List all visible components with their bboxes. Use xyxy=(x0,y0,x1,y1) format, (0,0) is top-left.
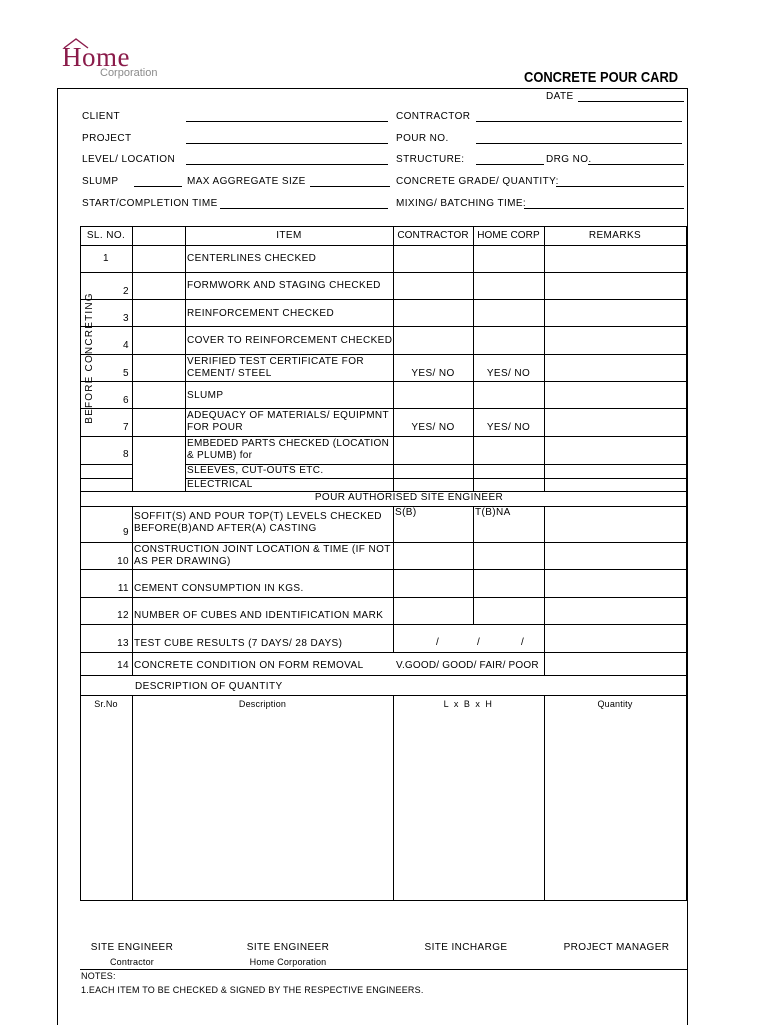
row-no: 4 xyxy=(123,340,129,351)
col-remarks: REMARKS xyxy=(588,230,642,241)
qty-col-quantity: Quantity xyxy=(597,699,633,709)
row-no: 6 xyxy=(123,395,129,406)
mixing-label: MIXING/ BATCHING TIME: xyxy=(396,198,527,209)
drg-no-label: DRG NO. xyxy=(546,154,592,165)
row-item: EMBEDED PARTS CHECKED (LOCATION & PLUMB) for xyxy=(187,438,390,461)
max-agg-label: MAX AGGREGATE SIZE xyxy=(187,176,306,187)
date-label: DATE xyxy=(546,91,574,102)
grade-qty-field[interactable] xyxy=(556,186,684,187)
notes-label: NOTES: xyxy=(81,971,116,981)
slump-field[interactable] xyxy=(134,186,182,187)
sub-item-electrical: ELECTRICAL xyxy=(187,479,253,490)
row-home[interactable]: YES/ NO xyxy=(486,368,531,379)
logo-name: Home xyxy=(62,42,130,72)
row-no: 11 xyxy=(117,583,129,594)
slump-label: SLUMP xyxy=(82,176,119,187)
start-completion-label: START/COMPLETION TIME xyxy=(82,198,218,209)
row-item: TEST CUBE RESULTS (7 DAYS/ 28 DAYS) xyxy=(134,638,343,649)
row-no: 7 xyxy=(123,422,129,433)
row-item: SOFFIT(S) AND POUR TOP(T) LEVELS CHECKED BEFORE(B)AND AFTER(A) CASTING xyxy=(134,511,382,534)
cube-slash: / xyxy=(436,637,440,648)
col-sl-no: SL. NO. xyxy=(86,230,126,241)
row-no: 10 xyxy=(117,556,129,567)
signature-title: PROJECT MANAGER xyxy=(563,942,670,953)
signature-sub: Contractor xyxy=(109,957,155,967)
pour-no-label: POUR NO. xyxy=(396,133,449,144)
row-no: 9 xyxy=(123,527,129,538)
description-of-quantity-label: DESCRIPTION OF QUANTITY xyxy=(135,681,283,692)
row-item: CONSTRUCTION JOINT LOCATION & TIME (IF NOT AS PER DRAWING) xyxy=(134,544,391,567)
col-item: ITEM xyxy=(276,230,302,241)
row-no: 3 xyxy=(123,313,129,324)
col-contractor: CONTRACTOR xyxy=(397,230,469,241)
row-no: 5 xyxy=(123,368,129,379)
note-1: 1.EACH ITEM TO BE CHECKED & SIGNED BY THE RESPECTIVE ENGINEERS. xyxy=(81,985,424,995)
structure-label: STRUCTURE: xyxy=(396,154,465,165)
row-home[interactable]: YES/ NO xyxy=(486,422,531,433)
row-home[interactable]: T(B)NA xyxy=(475,507,511,518)
row-no: 12 xyxy=(117,610,129,621)
cube-slash: / xyxy=(477,637,481,648)
row-no: 14 xyxy=(117,660,129,671)
max-agg-field[interactable] xyxy=(310,186,390,187)
level-location-label: LEVEL/ LOCATION xyxy=(82,154,176,165)
row-item: FORMWORK AND STAGING CHECKED xyxy=(187,280,381,291)
mixing-field[interactable] xyxy=(524,208,684,209)
notes-divider xyxy=(80,969,687,970)
project-field[interactable] xyxy=(186,143,388,144)
signature-title: SITE INCHARGE xyxy=(424,942,508,953)
company-logo xyxy=(58,36,178,82)
row-item: COVER TO REINFORCEMENT CHECKED xyxy=(187,335,393,346)
signature-title: SITE ENGINEER xyxy=(246,942,330,953)
row-no: 1 xyxy=(103,253,109,264)
logo-sub: Corporation xyxy=(100,67,158,79)
row-contractor[interactable]: YES/ NO xyxy=(411,422,455,433)
pour-no-field[interactable] xyxy=(476,143,682,144)
contractor-label: CONTRACTOR xyxy=(396,111,471,122)
qty-col-sr-no: Sr.No xyxy=(94,699,118,709)
project-label: PROJECT xyxy=(82,133,132,144)
signature-title: SITE ENGINEER xyxy=(90,942,174,953)
row-no: 13 xyxy=(117,638,129,649)
col-home-corp: HOME CORP xyxy=(477,230,540,241)
cube-slash: / xyxy=(521,637,525,648)
client-field[interactable] xyxy=(186,121,388,122)
client-label: CLIENT xyxy=(82,111,120,122)
contractor-field[interactable] xyxy=(476,121,682,122)
grade-qty-label: CONCRETE GRADE/ QUANTITY: xyxy=(396,176,559,187)
row-item: CONCRETE CONDITION ON FORM REMOVAL xyxy=(134,660,364,671)
sub-item-sleeves: SLEEVES, CUT-OUTS ETC. xyxy=(187,465,324,476)
level-location-field[interactable] xyxy=(186,164,388,165)
row-contractor[interactable]: S(B) xyxy=(395,507,417,518)
pour-authorised-label: POUR AUTHORISED SITE ENGINEER xyxy=(314,492,504,503)
structure-field[interactable] xyxy=(476,164,544,165)
row-item: NUMBER OF CUBES AND IDENTIFICATION MARK xyxy=(134,610,384,621)
qty-col-description: Description xyxy=(238,699,287,709)
row-contractor[interactable]: YES/ NO xyxy=(411,368,455,379)
form-title: CONCRETE POUR CARD xyxy=(524,69,679,86)
signature-sub: Home Corporation xyxy=(249,957,327,967)
start-completion-field[interactable] xyxy=(220,208,388,209)
before-concreting-label: BEFORE CONCRETING xyxy=(84,292,95,424)
row-item: ADEQUACY OF MATERIALS/ EQUIPMNT FOR POUR xyxy=(187,410,389,433)
row-item: CENTERLINES CHECKED xyxy=(187,253,317,264)
row-item: CEMENT CONSUMPTION IN KGS. xyxy=(134,583,304,594)
qty-col-lbh: L x B x H xyxy=(443,699,494,709)
row-item: VERIFIED TEST CERTIFICATE FOR CEMENT/ STEEL xyxy=(187,356,364,379)
row-no: 2 xyxy=(123,286,129,297)
row-item: REINFORCEMENT CHECKED xyxy=(187,308,335,319)
row-no: 8 xyxy=(123,449,129,460)
condition-options[interactable]: V.GOOD/ GOOD/ FAIR/ POOR xyxy=(396,660,539,671)
drg-no-field[interactable] xyxy=(588,164,684,165)
row-item: SLUMP xyxy=(187,390,224,401)
